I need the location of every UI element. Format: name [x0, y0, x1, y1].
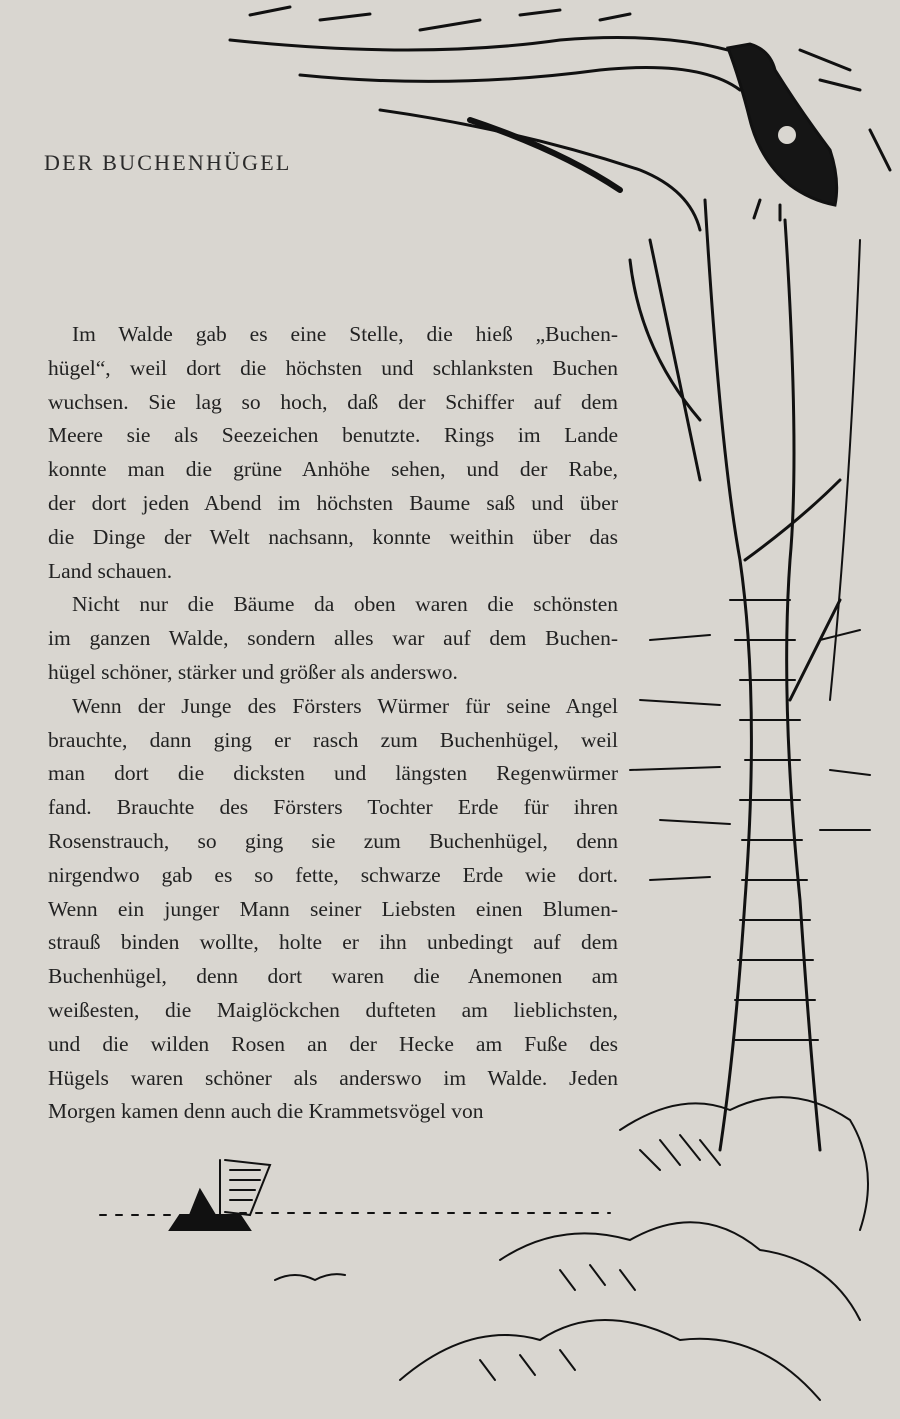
text-line: Wenn der Junge des Försters Würmer für seine Angel: [72, 693, 618, 718]
text-line: brauchte, dann ging er rasch zum Buchenhügel, weil: [48, 727, 618, 752]
text-line: Hügels waren schöner als anderswo im Walde. Jeden: [48, 1065, 618, 1090]
text-line: Im Walde gab es eine Stelle, die hieß „Buchen-: [72, 322, 618, 346]
bushes-illustration: [400, 1097, 868, 1400]
text-line: Land schauen.: [48, 558, 173, 583]
text-line: und die wilden Rosen an der Hecke am Fuße des: [48, 1031, 618, 1056]
text-line: weißesten, die Maiglöckchen dufteten am lieblichsten,: [48, 997, 618, 1022]
text-line: Rosenstrauch, so ging sie zum Buchenhügel, denn: [48, 828, 618, 853]
text-line: der dort jeden Abend im höchsten Baume saß und über: [48, 490, 618, 515]
body-text: [48, 318, 618, 1129]
text-line: nirgendwo gab es so fette, schwarze Erde wie dort.: [48, 862, 618, 887]
text-line: hügel“, weil dort die höchsten und schlanksten Buchen: [48, 355, 618, 380]
text-line: Buchenhügel, denn dort waren die Anemonen am: [48, 964, 618, 989]
page-title: DER BUCHENHÜGEL: [44, 150, 292, 175]
raven-icon: [728, 44, 837, 220]
sailboat-illustration: [100, 1160, 610, 1280]
text-line: hügel schöner, stärker und größer als anderswo.: [48, 659, 458, 684]
text-line: Morgen kamen denn auch die Krammetsvögel von: [48, 1099, 484, 1124]
text-line: man dort die dicksten und längsten Regenwürmer: [48, 761, 618, 786]
text-line: im ganzen Walde, sondern alles war auf dem Buchen-: [48, 626, 618, 651]
tree-trunk-illustration: [630, 200, 870, 1150]
text-line: Meere sie als Seezeichen benutzte. Rings im Lande: [48, 423, 618, 448]
text-line: die Dinge der Welt nachsann, konnte weithin über das: [48, 524, 618, 549]
text-line: konnte man die grüne Anhöhe sehen, und der Rabe,: [48, 457, 618, 482]
text-line: Nicht nur die Bäume da oben waren die schönsten: [72, 592, 618, 617]
text-line: wuchsen. Sie lag so hoch, daß der Schiffer auf dem: [48, 389, 618, 414]
text-line: strauß binden wollte, holte er ihn unbedingt auf dem: [48, 930, 618, 955]
text-line: Wenn ein junger Mann seiner Liebsten einen Blumen-: [48, 896, 618, 921]
text-line: fand. Brauchte des Försters Tochter Erde für ihren: [48, 795, 618, 820]
